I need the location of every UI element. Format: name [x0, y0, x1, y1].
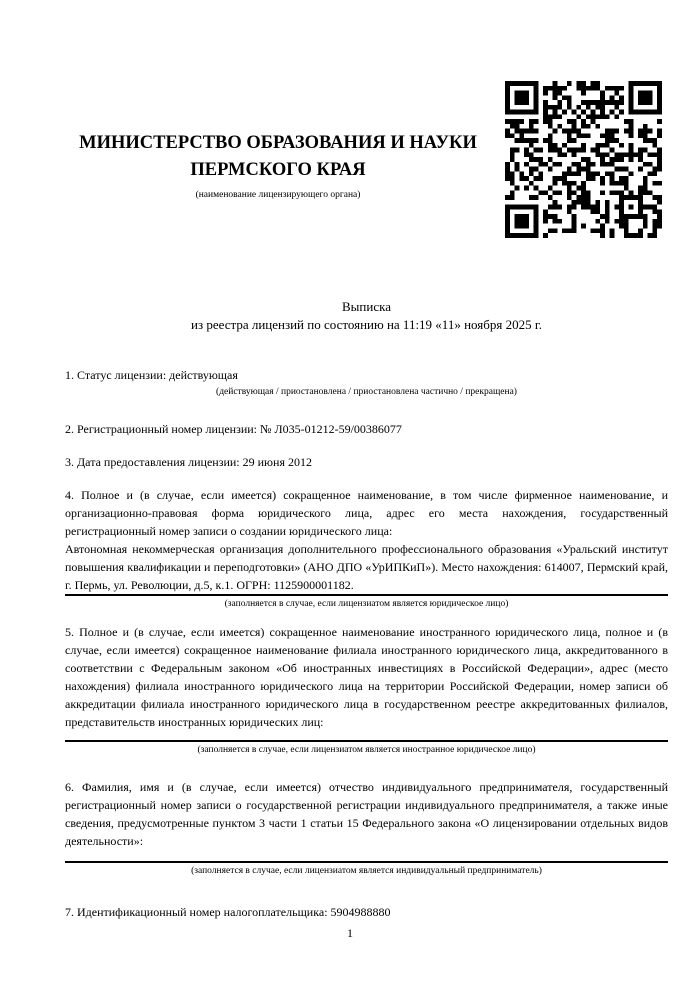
document-title-block: [65, 298, 668, 334]
section-foreign-entity: [65, 623, 668, 757]
legal-entity-caption: (заполняется в случае, если лицензиатом является юридическое лицо): [224, 599, 509, 609]
section-license-status: [65, 366, 668, 399]
legal-entity-underline: [65, 594, 668, 596]
section-legal-entity: [65, 486, 668, 611]
ministry-name-line2: ПЕРМСКОГО КРАЯ: [190, 160, 366, 180]
document-body: [65, 298, 668, 921]
qr-code-icon: [505, 81, 662, 238]
section-taxpayer-id: [65, 903, 668, 921]
page-number: 1: [347, 926, 353, 940]
license-date-text: 3. Дата предоставления лицензии: 29 июня 2012: [65, 455, 312, 469]
foreign-entity-caption: (заполняется в случае, если лицензиатом является иностранное юридическое лицо): [197, 745, 536, 755]
license-status-caption: (действующая / приостановлена / приостановлена частично / прекращена): [216, 387, 517, 397]
section-license-date: [65, 453, 668, 471]
section-entrepreneur: [65, 778, 668, 878]
legal-entity-value: Автономная некоммерческая организация дополнительного профессионального образования «Уральский институт повышения квалификации и переподготовки» (АНО ДПО «УрИПКиП»). Место нахождения: 614007, Пермский край, г. Пермь, ул. Революции, д.5, к.1. ОГРН: 1125900001182.: [65, 542, 668, 592]
foreign-entity-heading: 5. Полное и (в случае, если имеется) сокращенное наименование иностранного юридического лица, полное и (в случае, если имеется) сокращенное наименование филиала иностранного юридического лица, аккредитованного в соответствии с Федеральным законом «Об иностранных инвестициях в Российской Федерации», адрес (место нахождения) филиала иностранного юридического лица на территории Российской Федерации, номер записи об аккредитации филиала иностранного юридического лица в государственном реестре аккредитованных филиалов, представительств иностранных юридических лиц:: [65, 625, 668, 729]
ministry-name-caption: (наименование лицензирующего органа): [195, 190, 361, 200]
registration-number-text: 2. Регистрационный номер лицензии: № Л035-01212-59/00386077: [65, 422, 402, 436]
ministry-name: [43, 130, 513, 184]
legal-entity-heading: 4. Полное и (в случае, если имеется) сокращенное наименование, в том числе фирменное наименование, и организационно-правовая форма юридического лица, адрес его места нахождения, государственный регистрационный номер записи о создании юридического лица:: [65, 488, 668, 538]
document-title: Выписка: [342, 299, 391, 314]
section-registration-number: [65, 420, 668, 438]
license-status-text: 1. Статус лицензии: действующая: [65, 368, 238, 382]
ministry-name-line1: МИНИСТЕРСТВО ОБРАЗОВАНИЯ И НАУКИ: [79, 133, 477, 153]
entrepreneur-underline: [65, 861, 668, 863]
entrepreneur-heading: 6. Фамилия, имя и (в случае, если имеется) отчество индивидуального предпринимателя, государственный регистрационный номер записи о государственной регистрации индивидуального предпринимателя, а также иные сведения, предусмотренные пунктом 3 части 1 статьи 15 Федерального закона «О лицензировании отдельных видов деятельности»:: [65, 780, 668, 848]
entrepreneur-caption: (заполняется в случае, если лицензиатом является индивидуальный предприниматель): [191, 866, 542, 876]
taxpayer-id-text: 7. Идентификационный номер налогоплательщика: 5904988880: [65, 905, 391, 919]
document-subtitle: из реестра лицензий по состоянию на 11:19 «11» ноября 2025 г.: [191, 317, 542, 332]
licensing-authority-header: [43, 130, 513, 201]
foreign-entity-underline: [65, 740, 668, 742]
